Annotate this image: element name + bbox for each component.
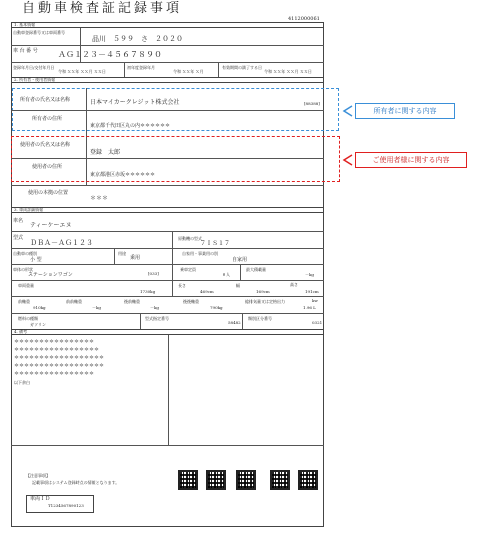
shape-value: ステーションワゴン [28,272,73,278]
kind-label: 自動車の種別 [13,251,37,256]
owner-callout-arrow-icon [340,104,356,118]
user-annotation: ご使用者様に関する内容 [355,152,467,168]
car-name-value: ティーケーエヌ [30,222,72,229]
front-axle-value: －kg [92,305,101,310]
first-registration-label: 初年度登録年月 [127,65,155,70]
section-heading-vehicle-text: 3. 車両詳細情報 [14,207,44,212]
section-heading-vehicle [11,207,324,213]
section-heading-basic-text: 1. 基本情報 [14,22,36,27]
height-value: 191cm [305,289,319,294]
length-label: 長さ [178,283,186,288]
remark-line: ＊＊＊＊＊＊＊＊＊＊＊＊＊＊＊＊＊ [14,347,100,353]
document-number: 4112000061 [288,16,320,22]
load-value: －kg [305,272,314,277]
capacity-label: 乗車定員 [180,267,196,272]
section-heading-basic [11,22,324,28]
model-label: 型式 [13,235,24,241]
engine-label: 原動機の型式 [178,236,202,241]
use-label: 用途 [118,251,126,256]
user-address-value: 東京都港区赤坂＊＊＊＊＊＊ [90,172,156,178]
private-label: 自家用・事業用の別 [182,251,218,256]
capacity-value: ８人 [222,272,230,277]
user-name-value: 登録 太郎 [90,149,121,156]
qr-code-icon [236,470,256,490]
qr-code-icon [206,470,226,490]
weight-label: 車両重量 [18,283,34,288]
gross-label: kw [312,298,318,303]
width-value: 169cm [256,289,270,294]
notes-heading: 【注意事項】 [26,473,50,478]
registration-label: 自動車登録番号又は車両番号 [13,30,65,35]
remark-line: ＊＊＊＊＊＊＊＊＊＊＊＊＊＊＊＊ [14,339,95,345]
axle-value: 910kg [33,305,46,310]
mid-axle-label: 後前軸重 [124,299,140,304]
rear-axle-value: 790kg [210,305,223,310]
date-label: 登録年月日/交付年月日 [13,65,55,70]
vehicle-id-value: T1234567890123 [48,503,84,508]
owner-address-value: 東京都千代田区丸の内＊＊＊＊＊＊ [90,123,171,129]
owner-name-value: 日本マイカークレジット株式会社 [90,99,180,106]
user-callout-arrow-icon [340,153,356,167]
chassis-value: ＡＧ１２３－４５６７８９０ [58,50,162,59]
notes-text: 記載事項はシステム登録時点の情報となります。 [32,480,120,485]
use-value: 乗用 [130,255,141,261]
remark-line: ＊＊＊＊＊＊＊＊＊＊＊＊＊＊＊＊＊＊ [14,355,105,361]
fuel-label: 燃料の種類 [18,316,38,321]
qr-code-icon [298,470,318,490]
cert-value: 58482 [228,320,241,325]
private-value: 自家用 [232,257,248,263]
base-location-label: 使用の本拠の位置 [28,190,69,196]
displacement-label: 総排気量又は定格出力 [245,299,285,304]
front-axle-label: 前前軸重 [66,299,82,304]
document-title: 自動車検査証記録事項 [22,1,183,16]
qr-code-icon [178,470,198,490]
qr-code-icon [270,470,290,490]
date-value: 令和 ＸＸ年 ＸＸ月 ＸＸ日 [58,69,106,74]
load-label: 最大積載量 [246,267,266,272]
owner-code: [88388] [304,101,320,106]
displacement-value: 1.96 L [303,305,316,310]
rear-axle-label: 後後軸重 [183,299,199,304]
section-heading-remarks-text: 4. 備考 [14,329,28,334]
shape-label: 車体の形状 [13,267,33,272]
section-heading-owner-text: 2. 所有者・使用者情報 [14,77,56,82]
vehicle-id-label: 車両ＩＤ [30,496,51,502]
section-heading-owner [11,77,324,83]
class-value: 0321 [312,320,323,325]
cert-label: 型式指定番号 [145,316,169,321]
mid-axle-value: －kg [150,305,159,310]
user-name-label: 使用者の氏名又は名称 [20,142,71,148]
owner-annotation: 所有者に関する内容 [355,103,455,119]
engine-value: ７ＩＳ１７ [200,240,231,247]
model-value: ＤＢＡ－ＡＧ１２３ [30,239,93,247]
fuel-value: ガソリン [30,322,46,327]
car-name-label: 車名 [13,218,24,224]
shape-code: [033] [148,271,159,276]
remark-line: ＊＊＊＊＊＊＊＊＊＊＊＊＊＊＊＊＊＊ [14,363,105,369]
axle-label: 前軸重 [18,299,30,304]
remark-line: ＊＊＊＊＊＊＊＊＊＊＊＊＊＊＊＊ [14,371,95,377]
length-value: 469cm [200,289,214,294]
base-location-value: ＊＊＊ [90,195,109,202]
class-label: 類別区分番号 [248,316,272,321]
registration-value: 品川 ５９９ さ ２０２０ [92,35,183,43]
chassis-label: 車 台 番 号 [13,48,38,54]
weight-value: 1730kg [140,289,156,294]
first-registration-value: 令和 ＸＸ年 Ｘ月 [173,69,204,74]
width-label: 幅 [236,283,240,288]
user-address-label: 使用者の住所 [32,164,63,170]
expiry-label: 有効期間の満了する日 [222,65,262,70]
remark-end: 以下余白 [14,380,30,385]
kind-value: 小 型 [30,257,42,263]
expiry-value: 令和 ＸＸ年 ＸＸ月 ＸＸ日 [264,69,312,74]
owner-name-label: 所有者の氏名又は名称 [20,97,71,103]
height-label: 高さ [290,282,298,287]
owner-address-label: 所有者の住所 [32,116,63,122]
